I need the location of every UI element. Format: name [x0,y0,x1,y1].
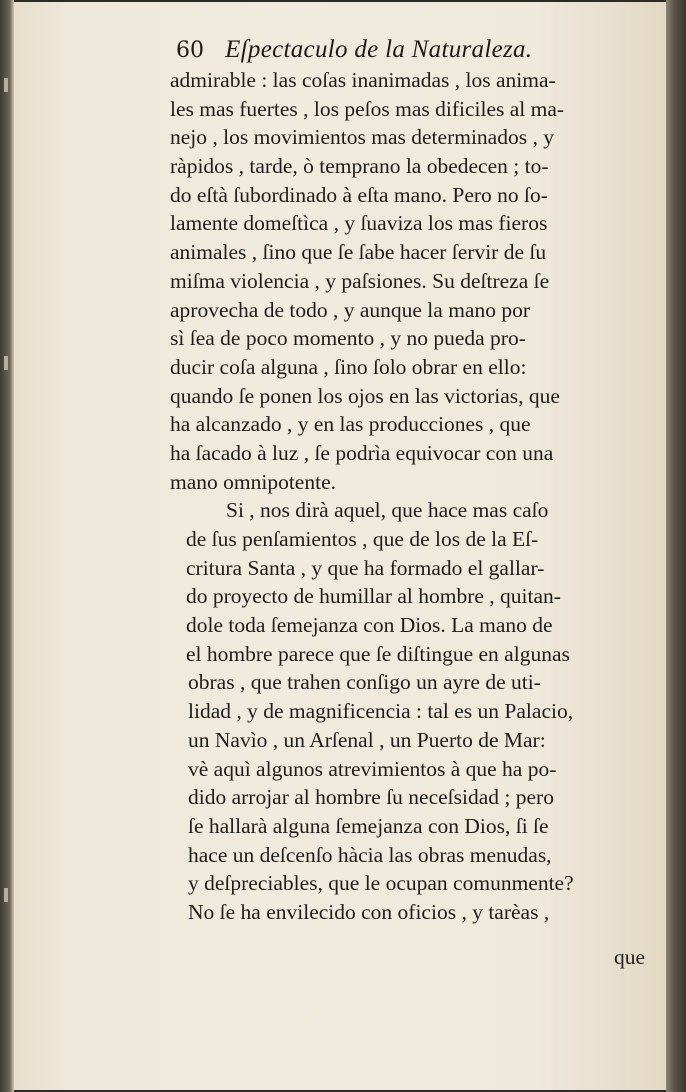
edge-mark [4,78,8,92]
text-line: lidad , y de magnificencia : tal es un Palacio, [188,699,574,724]
text-line: el hombre parece que ſe diſtingue en algunas [186,641,570,666]
text-line: de ſus penſamientos , que de los de la Eſ- [186,527,539,551]
page-number: 60 [176,38,204,63]
text-line: nejo , los movimientos mas determinados , y [170,125,554,150]
text-line: do proyecto de humillar al hombre , quitan- [186,584,561,609]
text-line: ha alcanzado , y en las producciones , que [170,412,531,437]
catchword: que [614,945,646,969]
text-line: hace un deſcenſo hàcia las obras menudas, [188,842,552,867]
text-line: un Navìo , un Arſenal , un Puerto de Mar: [188,727,546,752]
text-line: do eſtà ſubordinado à eſta mano. Pero no ſo- [170,182,548,207]
text-line: les mas fuertes , los peſos mas dificiles al ma- [170,96,565,121]
running-title: Eſpectaculo de la Naturaleza. [225,36,533,63]
text-line: No ſe ha envilecido con oficios , y tarèas , [188,899,550,924]
page-left-edge [0,0,14,1092]
text-line: dido arrojar al hombre ſu neceſsidad ; pero [188,785,554,810]
edge-mark [4,888,8,902]
text-line: y deſpreciables, que le ocupan comunmente? [188,871,574,896]
text-line: obras , que trahen conſigo un ayre de uti- [188,670,541,695]
text-line: ducir coſa alguna , ſino ſolo obrar en ello: [170,354,527,379]
text-line: ſe hallarà alguna ſemejanza con Dios, ſi ſe [188,813,549,838]
book-gutter [666,0,686,1092]
text-line: vè aquì algunos atrevimientos à que ha po- [188,756,557,781]
text-line: admirable : las coſas inanimadas , los anima- [170,68,556,92]
text-line: aprovecha de todo , y aunque la mano por [170,297,530,322]
text-line: mano omnipotente. [170,469,336,494]
text-line: sì ſea de poco momento , y no pueda pro- [170,326,526,351]
body-text [170,66,666,927]
text-line: dole toda ſemejanza con Dios. La mano de [186,613,553,638]
text-line: animales , ſino que ſe ſabe hacer ſervir de ſu [170,240,547,265]
text-line: quando ſe ponen los ojos en las victorias, que [170,383,560,408]
paragraph-first-line: Si , nos dirà aquel, que hace mas caſo [226,498,549,523]
text-line: ha ſacado à luz , ſe podrìa equivocar con una [170,440,554,465]
running-head [176,36,596,70]
text-line: lamente domeſtìca , y ſuaviza los mas fieros [170,211,548,236]
edge-mark [4,356,8,370]
text-line: miſma violencia , y paſsiones. Su deſtreza ſe [170,268,550,293]
text-line: critura Santa , y que ha formado el gallar- [186,555,545,580]
text-line: ràpidos , tarde, ò temprano la obedecen ; to- [170,154,549,179]
